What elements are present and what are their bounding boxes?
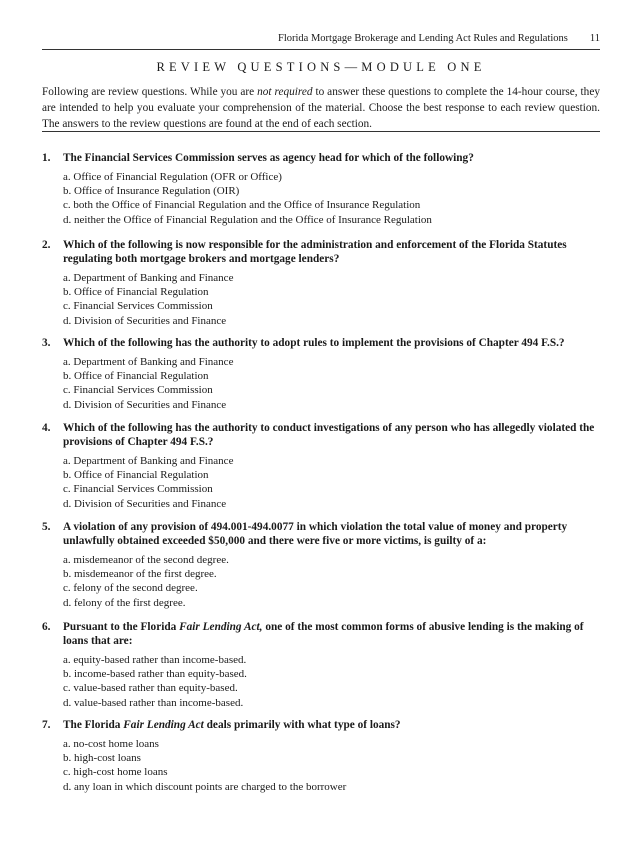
answer-options xyxy=(42,553,600,610)
answer-options xyxy=(42,737,600,794)
question-7 xyxy=(42,718,600,794)
answer-option-a: a. Office of Financial Regulation (OFR or Office) xyxy=(63,171,282,183)
question-stem xyxy=(42,620,600,648)
answer-option-b: b. Office of Financial Regulation xyxy=(63,469,209,482)
answer-option-d: d. neither the Office of Financial Regulation and the Office of Insurance Regulation xyxy=(63,213,432,226)
question-stem xyxy=(42,718,600,732)
answer-option-a: a. Department of Banking and Finance xyxy=(63,455,234,467)
answer-options xyxy=(42,170,600,227)
question-3 xyxy=(42,336,600,412)
answer-option-c: c. value-based rather than equity-based. xyxy=(63,682,238,695)
question-stem xyxy=(42,520,600,548)
question-text-start: The Florida xyxy=(63,719,124,731)
question-stem xyxy=(42,421,600,449)
question-text-start: Pursuant to the Florida xyxy=(63,621,180,633)
answer-option-d: d. Division of Securities and Finance xyxy=(63,314,227,327)
intro-text-end: to answer these questions to complete the 14-hour course, they are intended to help you evaluate your comprehension of the material. Choose the best response to each review question. The answers to the review questions are found at the end of each section. xyxy=(42,86,600,130)
answer-option-d: d. value-based rather than income-based. xyxy=(63,696,244,709)
running-header xyxy=(200,33,600,44)
question-6 xyxy=(42,620,600,710)
question-4 xyxy=(42,421,600,511)
question-number: 1. xyxy=(42,152,51,164)
question-text: The Financial Services Commission serves as agency head for which of the following? xyxy=(63,152,474,164)
answer-option-c: c. both the Office of Financial Regulation and the Office of Insurance Regulation xyxy=(63,199,421,212)
section-title: REVIEW QUESTIONS—MODULE ONE xyxy=(156,60,486,74)
question-text: A violation of any provision of 494.001-494.0077 in which violation the total value of money and property unlawfully obtained exceeded $50,000 and there were five or more victims, is guilty of a: xyxy=(63,521,568,547)
intro-text-start: Following are review questions. While you are xyxy=(42,86,258,98)
answer-option-c: c. Financial Services Commission xyxy=(63,483,213,496)
answer-option-c: c. Financial Services Commission xyxy=(63,384,213,397)
question-stem xyxy=(42,238,600,266)
intro-rule xyxy=(42,131,600,132)
answer-option-b: b. Office of Financial Regulation xyxy=(63,370,209,383)
answer-option-d: d. Division of Securities and Finance xyxy=(63,497,227,510)
question-text-end: one of the most common forms of abusive lending is the making of loans that are: xyxy=(63,621,584,647)
answer-options xyxy=(42,271,600,328)
running-title: Florida Mortgage Brokerage and Lending Act Rules and Regulations xyxy=(278,33,568,44)
answer-option-d: d. Division of Securities and Finance xyxy=(63,398,227,411)
question-2 xyxy=(42,238,600,328)
page-number: 11 xyxy=(589,33,600,44)
answer-option-a: a. misdemeanor of the second degree. xyxy=(63,554,229,566)
question-number: 7. xyxy=(42,719,51,731)
answer-option-c: c. high-cost home loans xyxy=(63,766,168,779)
answer-option-c: c. felony of the second degree. xyxy=(63,582,198,595)
answer-option-b: b. income-based rather than equity-based. xyxy=(63,668,247,681)
answer-option-b: b. Office of Financial Regulation xyxy=(63,286,209,299)
question-text: Which of the following has the authority to conduct investigations of any person who has allegedly violated the provisions of Chapter 494 F.S.? xyxy=(63,422,595,448)
question-text: Which of the following is now responsible for the administration and enforcement of the Florida Statutes regulating both mortgage brokers and mortgage lenders? xyxy=(63,239,567,265)
intro-italic-phrase: not required xyxy=(257,86,313,98)
answer-options xyxy=(42,355,600,412)
question-stem xyxy=(42,151,600,165)
answer-option-a: a. no-cost home loans xyxy=(63,738,159,750)
question-stem xyxy=(42,336,600,350)
question-5 xyxy=(42,520,600,610)
answer-option-a: a. Department of Banking and Finance xyxy=(63,272,234,284)
answer-option-b: b. Office of Insurance Regulation (OIR) xyxy=(63,185,240,198)
question-number: 5. xyxy=(42,521,51,533)
question-number: 3. xyxy=(42,337,51,349)
answer-option-d: d. any loan in which discount points are charged to the borrower xyxy=(63,780,347,793)
question-1 xyxy=(42,151,600,227)
question-text-end: deals primarily with what type of loans? xyxy=(203,719,401,731)
answer-options xyxy=(42,454,600,511)
answer-option-a: a. Department of Banking and Finance xyxy=(63,356,234,368)
answer-option-b: b. high-cost loans xyxy=(63,752,141,765)
act-title: Fair Lending Act xyxy=(123,719,204,731)
answer-option-a: a. equity-based rather than income-based. xyxy=(63,654,247,666)
question-number: 6. xyxy=(42,621,51,633)
answer-option-c: c. Financial Services Commission xyxy=(63,300,213,313)
question-number: 2. xyxy=(42,239,51,251)
header-rule xyxy=(42,49,600,50)
answer-option-b: b. misdemeanor of the first degree. xyxy=(63,568,217,581)
answer-options xyxy=(42,653,600,710)
answer-option-d: d. felony of the first degree. xyxy=(63,596,186,609)
intro-paragraph xyxy=(42,84,600,132)
act-title: Fair Lending Act, xyxy=(179,621,263,633)
question-number: 4. xyxy=(42,422,51,434)
question-text: Which of the following has the authority to adopt rules to implement the provisions of Chapter 494 F.S.? xyxy=(63,337,565,349)
